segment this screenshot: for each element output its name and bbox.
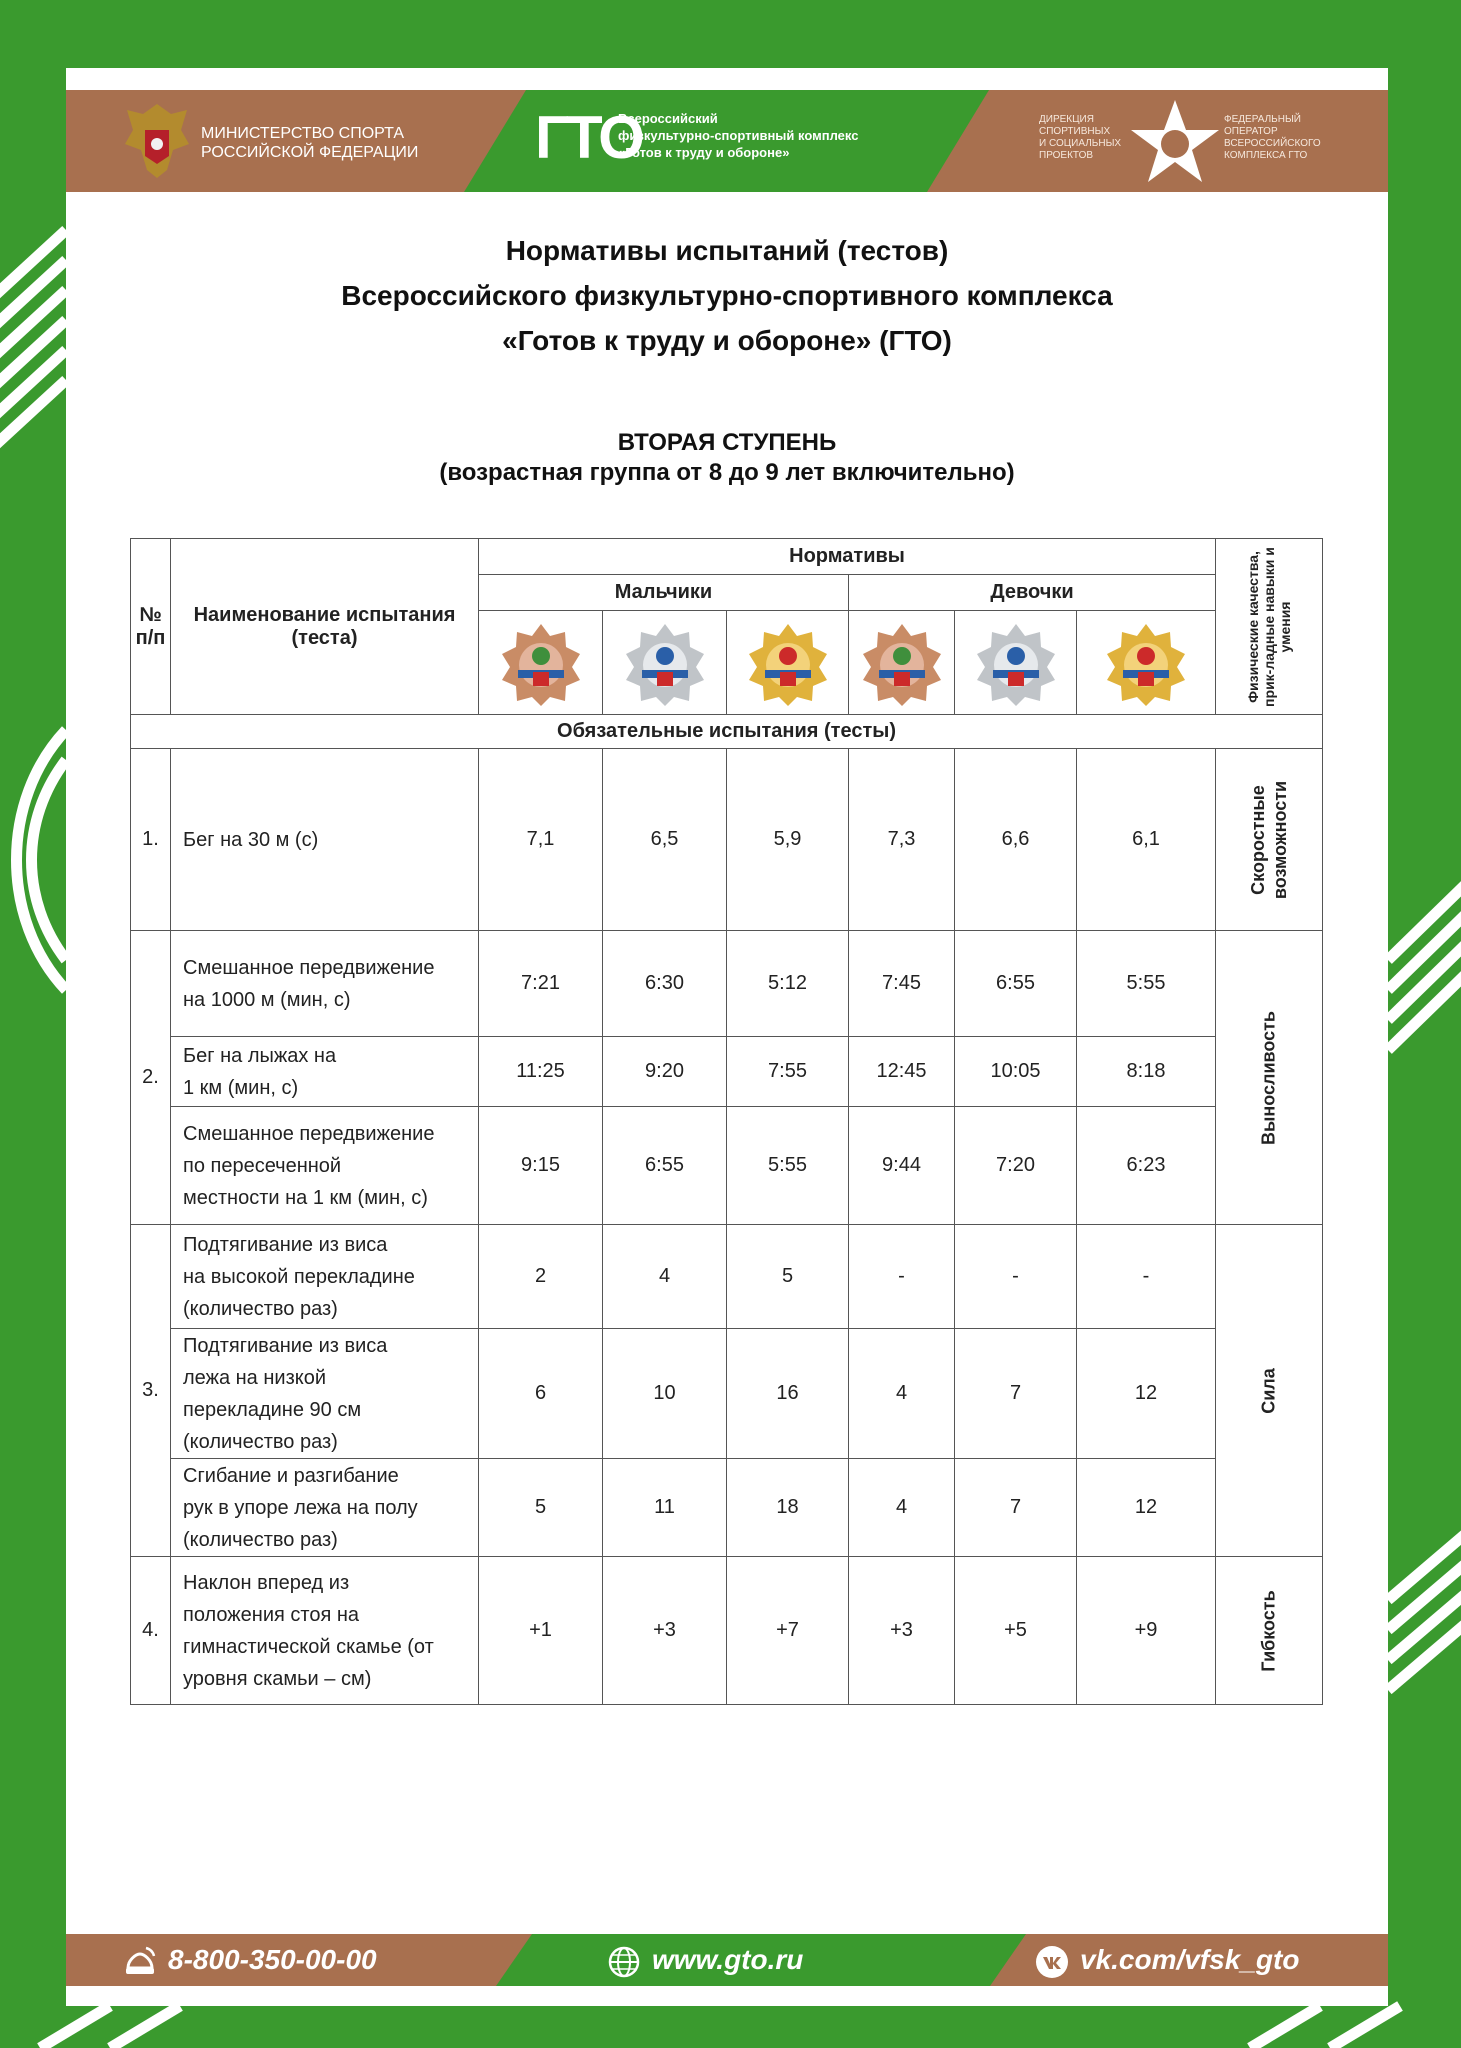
quality-label: Выносливость bbox=[1258, 1010, 1279, 1145]
value-cell: 4 bbox=[849, 1459, 955, 1557]
value-cell: +7 bbox=[727, 1557, 849, 1705]
value-cell: 7,3 bbox=[849, 749, 955, 931]
site-url: www.gto.ru bbox=[652, 1944, 804, 1975]
column-header-number: № п/п bbox=[131, 539, 171, 715]
quality-cell bbox=[1216, 1557, 1323, 1705]
column-header-quality-text: Физические качества, прик-ладные навыки и умения bbox=[1245, 546, 1294, 707]
value-cell: 7:45 bbox=[849, 931, 955, 1037]
stage-subtitle: ВТОРАЯ СТУПЕНЬ (возрастная группа от 8 до 9 лет включительно) bbox=[439, 429, 1015, 486]
bronze-badge-icon bbox=[498, 620, 584, 706]
table-row bbox=[131, 931, 1323, 1037]
row-number: 1. bbox=[131, 749, 171, 931]
gto-logo-icon: ГТО bbox=[535, 104, 642, 171]
value-cell: 7 bbox=[955, 1459, 1077, 1557]
test-name: Подтягивание из виса лежа на низкой перекладине 90 см (количество раз) bbox=[171, 1329, 479, 1459]
value-cell: 11 bbox=[603, 1459, 727, 1557]
column-header-boys: Мальчики bbox=[479, 575, 849, 611]
test-name: Подтягивание из виса на высокой перекладине (количество раз) bbox=[171, 1225, 479, 1329]
vk-icon bbox=[1034, 1944, 1070, 1980]
quality-cell bbox=[1216, 931, 1323, 1225]
phone-icon bbox=[122, 1944, 158, 1980]
section-header: Обязательные испытания (тесты) bbox=[131, 715, 1323, 749]
test-name: Бег на 30 м (с) bbox=[171, 749, 479, 931]
test-name: Сгибание и разгибание рук в упоре лежа на полу (количество раз) bbox=[171, 1459, 479, 1557]
vk-url: vk.com/vfsk_gto bbox=[1080, 1944, 1300, 1975]
value-cell: 5 bbox=[727, 1225, 849, 1329]
value-cell: 6:55 bbox=[955, 931, 1077, 1037]
value-cell: 7,1 bbox=[479, 749, 603, 931]
gold-badge-icon bbox=[1103, 620, 1189, 706]
value-cell: +9 bbox=[1077, 1557, 1216, 1705]
value-cell: 6:23 bbox=[1077, 1107, 1216, 1225]
table-row bbox=[131, 1225, 1323, 1329]
value-cell: 9:20 bbox=[603, 1037, 727, 1107]
quality-label: Сила bbox=[1258, 1367, 1279, 1414]
document-title: Нормативы испытаний (тестов) Всероссийского физкультурно-спортивного комплекса «Готов к труду и обороне» (ГТО) bbox=[341, 235, 1113, 356]
table-row bbox=[131, 1459, 1323, 1557]
bronze-badge-icon bbox=[859, 620, 945, 706]
footer-band bbox=[66, 1934, 1388, 1986]
footer-site-link[interactable] bbox=[606, 1940, 803, 1980]
table-row bbox=[131, 1037, 1323, 1107]
value-cell: +1 bbox=[479, 1557, 603, 1705]
row-number: 3. bbox=[131, 1225, 171, 1557]
phone-number: 8-800-350-00-00 bbox=[168, 1944, 377, 1975]
value-cell: 5 bbox=[479, 1459, 603, 1557]
row-number: 2. bbox=[131, 931, 171, 1225]
column-header-test-name: Наименование испытания (теста) bbox=[171, 539, 479, 715]
value-cell: 7:55 bbox=[727, 1037, 849, 1107]
value-cell: 10:05 bbox=[955, 1037, 1077, 1107]
value-cell: 7:20 bbox=[955, 1107, 1077, 1225]
value-cell: - bbox=[1077, 1225, 1216, 1329]
value-cell: 5:12 bbox=[727, 931, 849, 1037]
table-row bbox=[131, 1557, 1323, 1705]
quality-label: Гибкость bbox=[1258, 1589, 1279, 1672]
operator-name: ФЕДЕРАЛЬНЫЙ ОПЕРАТОР ВСЕРОССИЙСКОГО КОМПЛЕКСА ГТО bbox=[1224, 114, 1321, 161]
value-cell: 8:18 bbox=[1077, 1037, 1216, 1107]
value-cell: +3 bbox=[849, 1557, 955, 1705]
value-cell: 7:21 bbox=[479, 931, 603, 1037]
test-name: Наклон вперед из положения стоя на гимнастической скамье (от уровня скамьи – см) bbox=[171, 1557, 479, 1705]
value-cell: 18 bbox=[727, 1459, 849, 1557]
value-cell: 5:55 bbox=[1077, 931, 1216, 1037]
value-cell: +3 bbox=[603, 1557, 727, 1705]
value-cell: 4 bbox=[603, 1225, 727, 1329]
value-cell: 7 bbox=[955, 1329, 1077, 1459]
table-row bbox=[131, 1329, 1323, 1459]
value-cell: +5 bbox=[955, 1557, 1077, 1705]
column-header-norms: Нормативы bbox=[479, 539, 1216, 575]
value-cell: 10 bbox=[603, 1329, 727, 1459]
star-emblem-icon bbox=[1129, 98, 1221, 184]
document-page bbox=[66, 68, 1388, 2006]
footer-phone[interactable] bbox=[122, 1940, 377, 1980]
value-cell: 6,5 bbox=[603, 749, 727, 931]
ministry-name: МИНИСТЕРСТВО СПОРТА РОССИЙСКОЙ ФЕДЕРАЦИИ bbox=[201, 125, 419, 161]
column-header-girls: Девочки bbox=[849, 575, 1216, 611]
value-cell: 11:25 bbox=[479, 1037, 603, 1107]
gto-complex-name: Всероссийский физкультурно-спортивный комплекс «Готов к труду и обороне» bbox=[618, 111, 859, 160]
table-row bbox=[131, 1107, 1323, 1225]
test-name: Смешанное передвижение по пересеченной местности на 1 км (мин, с) bbox=[171, 1107, 479, 1225]
table-row bbox=[131, 749, 1323, 931]
ministry-emblem-icon bbox=[121, 100, 193, 182]
norms-table bbox=[130, 538, 1323, 1705]
value-cell: 5,9 bbox=[727, 749, 849, 931]
value-cell: 12 bbox=[1077, 1329, 1216, 1459]
silver-badge-icon bbox=[622, 620, 708, 706]
value-cell: 9:15 bbox=[479, 1107, 603, 1225]
gold-badge-icon bbox=[745, 620, 831, 706]
row-number: 4. bbox=[131, 1557, 171, 1705]
value-cell: 6,1 bbox=[1077, 749, 1216, 931]
value-cell: 6,6 bbox=[955, 749, 1077, 931]
test-name: Бег на лыжах на 1 км (мин, с) bbox=[171, 1037, 479, 1107]
value-cell: - bbox=[955, 1225, 1077, 1329]
header-band bbox=[66, 90, 1388, 192]
silver-badge-icon bbox=[973, 620, 1059, 706]
directorate-name: ДИРЕКЦИЯ СПОРТИВНЫХ И СОЦИАЛЬНЫХ ПРОЕКТОВ bbox=[1039, 114, 1122, 161]
value-cell: 9:44 bbox=[849, 1107, 955, 1225]
quality-cell bbox=[1216, 749, 1323, 931]
value-cell: 2 bbox=[479, 1225, 603, 1329]
quality-cell bbox=[1216, 1225, 1323, 1557]
footer-vk-link[interactable] bbox=[1034, 1940, 1299, 1980]
value-cell: 16 bbox=[727, 1329, 849, 1459]
column-header-quality bbox=[1216, 539, 1323, 715]
value-cell: 5:55 bbox=[727, 1107, 849, 1225]
test-name: Смешанное передвижение на 1000 м (мин, с) bbox=[171, 931, 479, 1037]
value-cell: 6:55 bbox=[603, 1107, 727, 1225]
value-cell: 12 bbox=[1077, 1459, 1216, 1557]
value-cell: 4 bbox=[849, 1329, 955, 1459]
value-cell: 6:30 bbox=[603, 931, 727, 1037]
value-cell: - bbox=[849, 1225, 955, 1329]
globe-icon bbox=[606, 1944, 642, 1980]
value-cell: 6 bbox=[479, 1329, 603, 1459]
quality-label: Скоростные возможности bbox=[1248, 780, 1291, 899]
value-cell: 12:45 bbox=[849, 1037, 955, 1107]
